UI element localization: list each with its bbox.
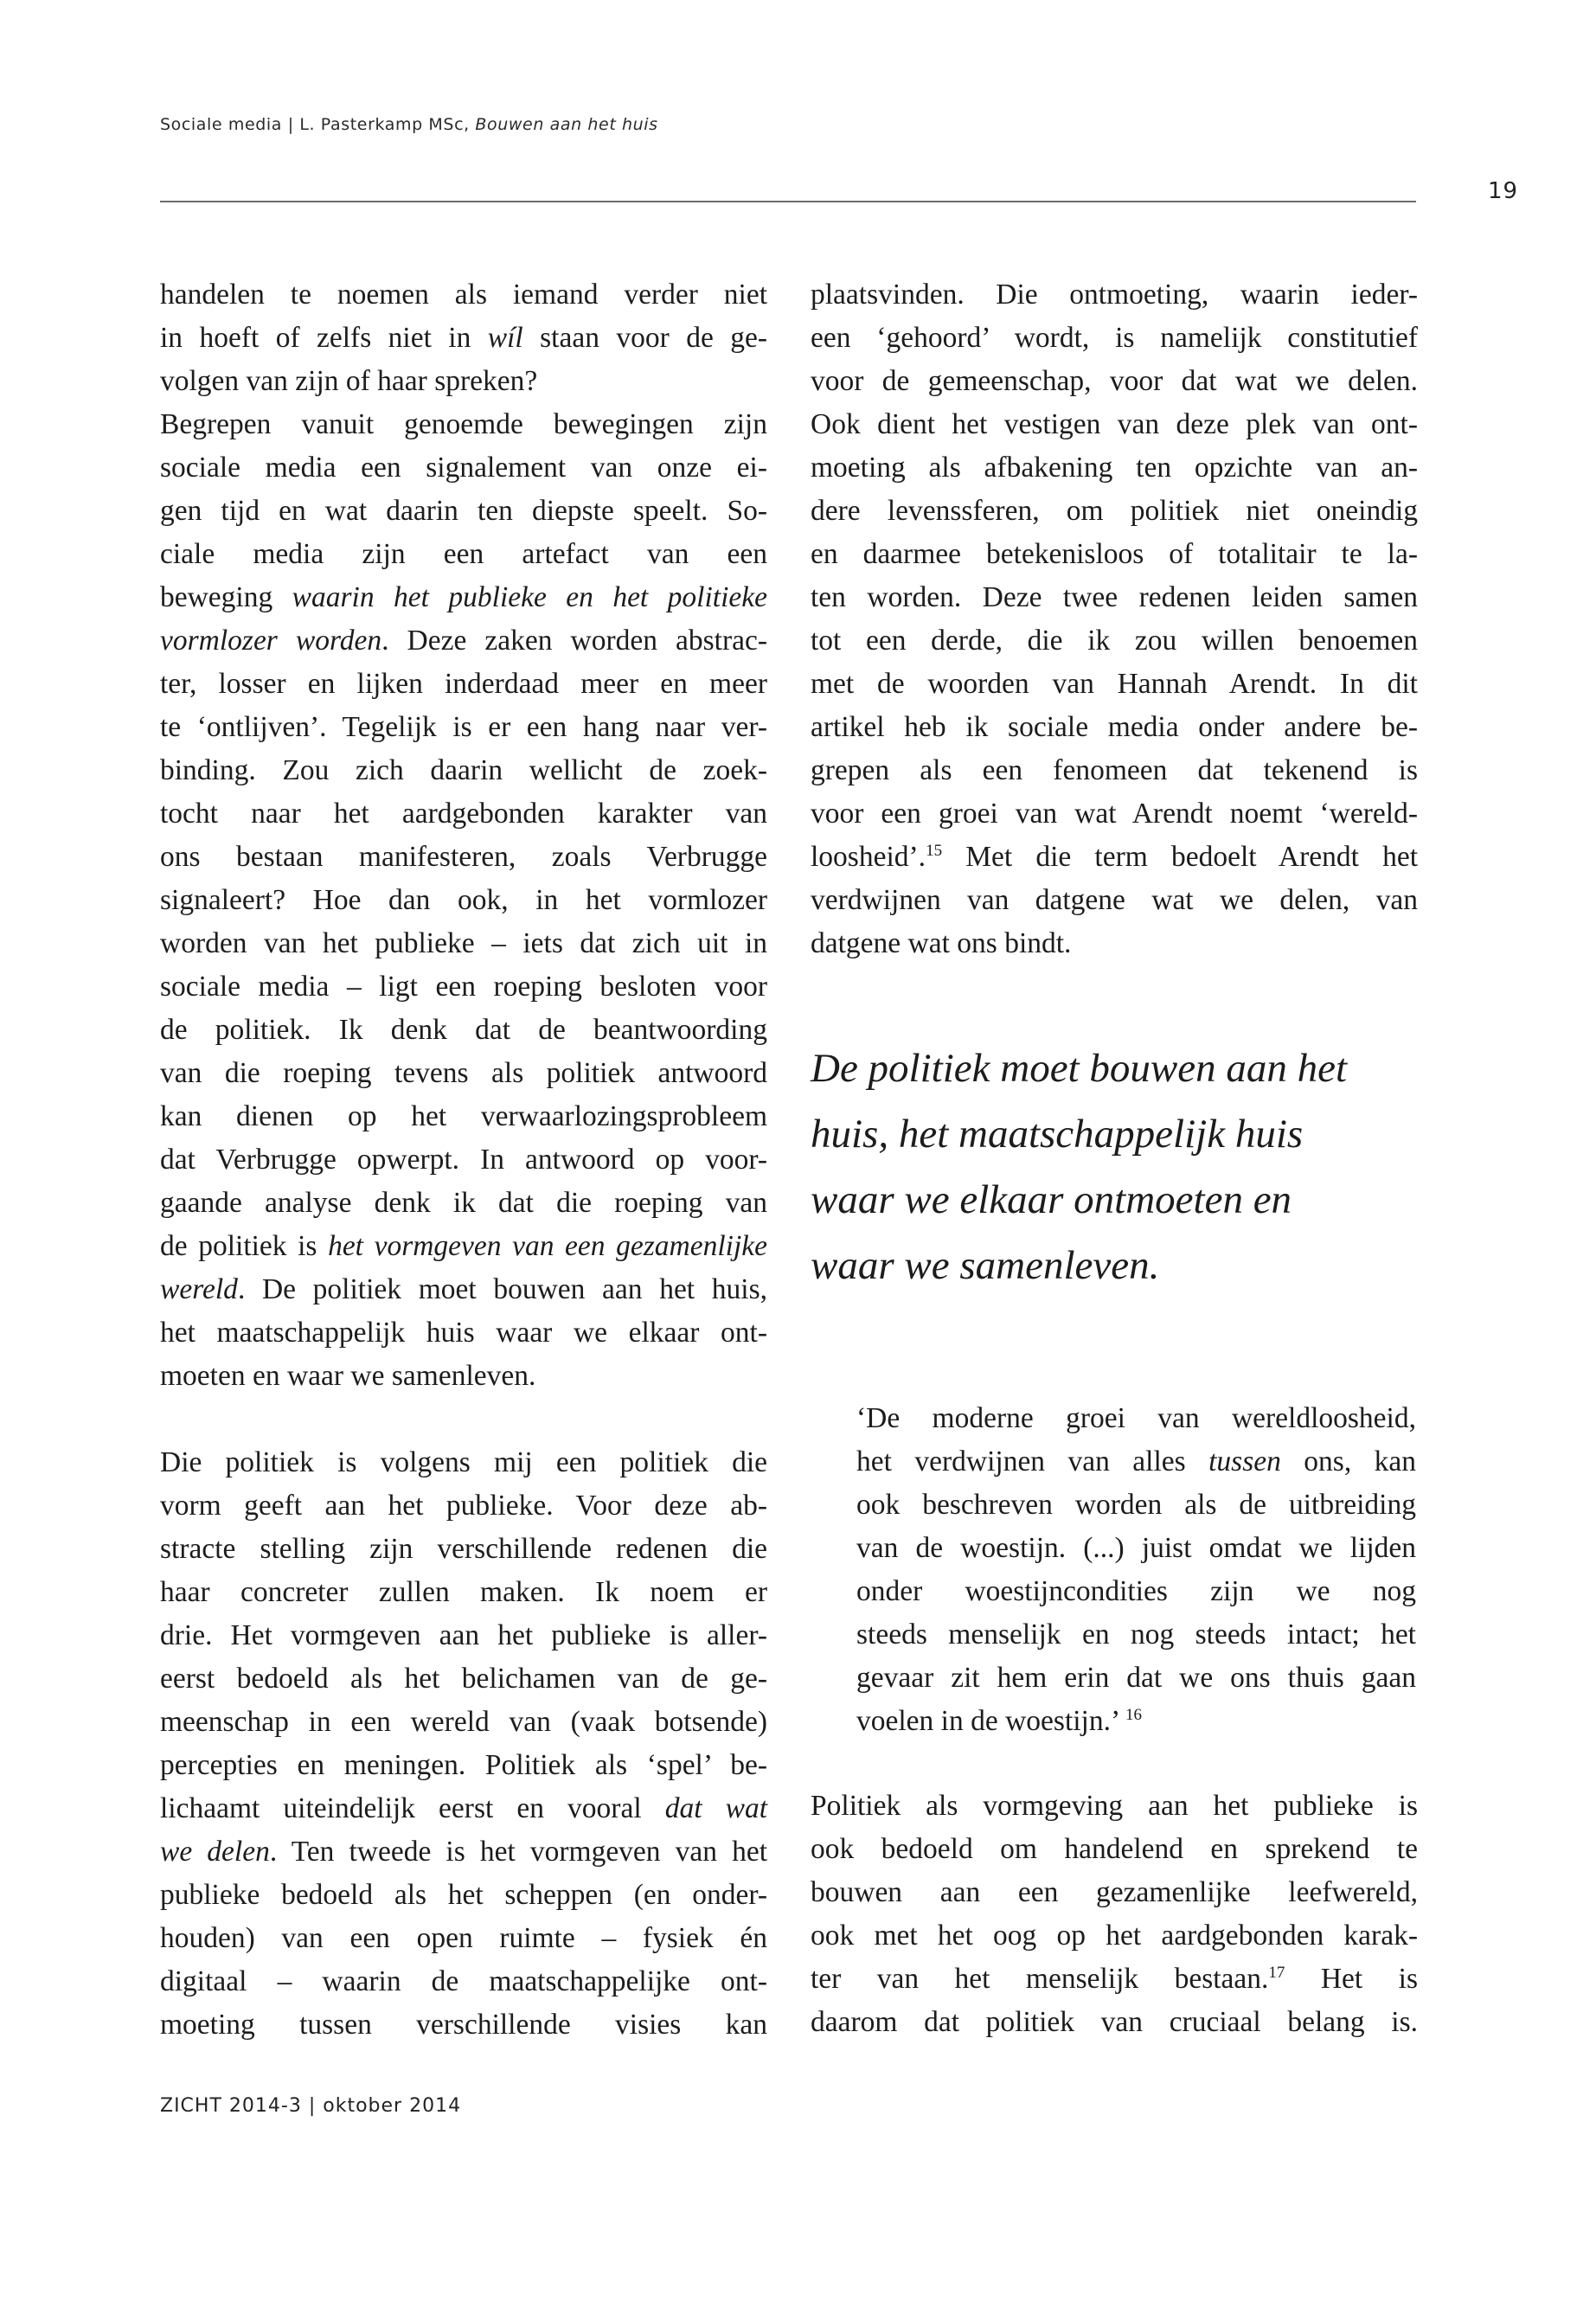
text-line: beweging waarin het publieke en het politieke bbox=[160, 581, 767, 613]
text-line: vormlozer worden. Deze zaken worden abstrac- bbox=[160, 625, 768, 657]
block-quote-text bbox=[856, 1397, 1416, 1743]
page-footer bbox=[160, 2095, 461, 2117]
text-line: we delen. Ten tweede is het vormgeven van het bbox=[160, 1836, 767, 1868]
text-line: dere levenssferen, om politiek niet oneindig bbox=[811, 495, 1418, 527]
text-line: gaande analyse denk ik dat die roeping van bbox=[160, 1187, 767, 1219]
text-line: ook beschreven worden als de uitbreiding bbox=[856, 1489, 1416, 1521]
text-line: daarom dat politiek van cruciaal belang is. bbox=[811, 2006, 1418, 2038]
text-line: onder woestijncondities zijn we nog bbox=[856, 1575, 1416, 1607]
paragraph bbox=[160, 273, 767, 1398]
pull-quote bbox=[811, 1035, 1433, 1298]
header-rule bbox=[160, 201, 1416, 202]
running-header bbox=[160, 115, 658, 134]
text-line: houden) van een open ruimte – fysiek én bbox=[160, 1922, 767, 1954]
left-column bbox=[160, 273, 767, 2047]
text-line: in hoeft of zelfs niet in wíl staan voor de ge- bbox=[160, 322, 767, 354]
text-line: dat Verbrugge opwerpt. In antwoord op voor- bbox=[160, 1144, 767, 1176]
text-line: volgen van zijn of haar spreken? bbox=[160, 365, 538, 397]
footnote-reference[interactable]: 16 bbox=[1125, 1705, 1143, 1724]
text-line: datgene wat ons bindt. bbox=[811, 927, 1072, 959]
text-line: ter, losser en lijken inderdaad meer en meer bbox=[160, 668, 767, 700]
paragraph bbox=[160, 1441, 767, 2047]
text-line: ten worden. Deze twee redenen leiden samen bbox=[811, 581, 1418, 613]
pull-quote-line: waar we elkaar ontmoeten en bbox=[811, 1177, 1292, 1222]
block-quote bbox=[856, 1397, 1416, 1743]
header-article-title: Bouwen aan het huis bbox=[475, 115, 658, 134]
emphasis: wíl bbox=[487, 322, 523, 354]
text-line: gevaar zit hem erin dat we ons thuis gaan bbox=[856, 1662, 1416, 1694]
text-line: Begrepen vanuit genoemde bewegingen zijn bbox=[160, 408, 767, 440]
page-number: 19 bbox=[1488, 178, 1519, 204]
text-line: sociale media een signalement van onze ei- bbox=[160, 452, 767, 484]
right-column bbox=[811, 273, 1418, 965]
paragraph bbox=[811, 1785, 1418, 2044]
text-line: drie. Het vormgeven aan het publieke is aller- bbox=[160, 1619, 767, 1651]
emphasis: waarin het publieke en het politieke bbox=[292, 581, 767, 613]
text-line: van die roeping tevens als politiek antwoord bbox=[160, 1057, 767, 1089]
text-line: het maatschappelijk huis waar we elkaar ont- bbox=[160, 1317, 767, 1349]
text-line: de politiek is het vormgeven van een gezamenlijke bbox=[160, 1230, 767, 1262]
text-line: publieke bedoeld als het scheppen (en onder- bbox=[160, 1879, 767, 1911]
header-section: Sociale media bbox=[160, 115, 283, 134]
text-line: moeting tussen verschillende visies kan bbox=[160, 2009, 767, 2041]
text-line: voor de gemeenschap, voor dat wat we delen. bbox=[811, 365, 1418, 397]
text-line: haar concreter zullen maken. Ik noem er bbox=[160, 1576, 767, 1608]
footer-date: oktober 2014 bbox=[323, 2095, 462, 2117]
text-line: lichaamt uiteindelijk eerst en vooral dat wat bbox=[160, 1792, 767, 1824]
header-author: L. Pasterkamp MSc, bbox=[299, 115, 470, 134]
text-line: Die politiek is volgens mij een politiek die bbox=[160, 1446, 767, 1478]
text-line: Ook dient het vestigen van deze plek van ont- bbox=[811, 408, 1418, 440]
text-line: moeten en waar we samenleven. bbox=[160, 1360, 536, 1392]
text-line: een ‘gehoord’ wordt, is namelijk constitutief bbox=[811, 322, 1418, 354]
text-line: ‘De moderne groei van wereldloosheid, bbox=[856, 1402, 1416, 1434]
pull-quote-line: De politiek moet bouwen aan het bbox=[811, 1046, 1347, 1091]
text-line: kan dienen op het verwaarlozingsprobleem bbox=[160, 1100, 767, 1132]
text-line: grepen als een fenomeen dat tekenend is bbox=[811, 754, 1418, 786]
text-line: Politiek als vormgeving aan het publieke is bbox=[811, 1790, 1418, 1822]
text-line: voor een groei van wat Arendt noemt ‘wereld- bbox=[811, 798, 1418, 830]
text-line: ook met het oog op het aardgebonden karak- bbox=[811, 1920, 1418, 1952]
text-line: sociale media – ligt een roeping besloten voor bbox=[160, 971, 767, 1003]
text-line: worden van het publieke – iets dat zich uit in bbox=[160, 927, 767, 959]
text-line: de politiek. Ik denk dat de beantwoording bbox=[160, 1014, 767, 1046]
text-line: signaleert? Hoe dan ook, in het vormlozer bbox=[160, 884, 767, 916]
text-line: voelen in de woestijn.’ $^{16}$ bbox=[856, 1705, 1143, 1737]
text-line: digitaal – waarin de maatschappelijke ont- bbox=[160, 1965, 767, 1997]
emphasis: tussen bbox=[1208, 1445, 1281, 1477]
text-line: ons bestaan manifesteren, zoals Verbrugge bbox=[160, 841, 767, 873]
text-line: eerst bedoeld als het belichamen van de ge- bbox=[160, 1663, 767, 1695]
text-line: tot een derde, die ik zou willen benoemen bbox=[811, 625, 1418, 657]
footnote-reference[interactable]: 15 bbox=[926, 841, 943, 860]
text-line: artikel heb ik sociale media onder andere be- bbox=[811, 711, 1418, 743]
text-line: moeting als afbakening ten opzichte van an- bbox=[811, 452, 1418, 484]
text-line: wereld. De politiek moet bouwen aan het huis, bbox=[160, 1273, 767, 1305]
text-line: gen tijd en wat daarin ten diepste speelt. So- bbox=[160, 495, 767, 527]
text-line: ciale media zijn een artefact van een bbox=[160, 538, 767, 570]
text-line: van de woestijn. (...) juist omdat we lijden bbox=[856, 1532, 1416, 1564]
footer-separator: | bbox=[308, 2095, 317, 2117]
text-line: met de woorden van Hannah Arendt. In dit bbox=[811, 668, 1418, 700]
text-line: vorm geeft aan het publieke. Voor deze ab- bbox=[160, 1490, 767, 1522]
pull-quote-line: huis, het maatschappelijk huis bbox=[811, 1112, 1304, 1157]
pull-quote-line: waar we samenleven. bbox=[811, 1243, 1160, 1288]
text-line: stracte stelling zijn verschillende redenen die bbox=[160, 1533, 767, 1565]
header-separator: | bbox=[287, 115, 294, 134]
text-line: handelen te noemen als iemand verder niet bbox=[160, 279, 767, 311]
text-line: binding. Zou zich daarin wellicht de zoek- bbox=[160, 754, 767, 786]
emphasis: vormlozer worden bbox=[160, 625, 382, 657]
text-line: ook bedoeld om handelend en sprekend te bbox=[811, 1833, 1418, 1865]
emphasis: het vormgeven van een gezamenlijke bbox=[328, 1230, 767, 1262]
text-line: steeds menselijk en nog steeds intact; het bbox=[856, 1618, 1416, 1650]
text-line: meenschap in een wereld van (vaak botsende) bbox=[160, 1706, 767, 1738]
footnote-reference[interactable]: 17 bbox=[1268, 1963, 1285, 1982]
text-line: ter van het menselijk bestaan.$^{17}$ Het is bbox=[811, 1963, 1418, 1995]
text-line: tocht naar het aardgebonden karakter van bbox=[160, 798, 767, 830]
emphasis: dat wat bbox=[664, 1792, 767, 1824]
text-line: verdwijnen van datgene wat we delen, van bbox=[811, 884, 1418, 916]
emphasis: we delen bbox=[160, 1836, 270, 1868]
text-line: en daarmee betekenisloos of totalitair te la- bbox=[811, 538, 1418, 570]
footer-journal: ZICHT 2014-3 bbox=[160, 2095, 302, 2117]
text-line: percepties en meningen. Politiek als ‘spel’ be- bbox=[160, 1749, 767, 1781]
text-line: te ‘ontlijven’. Tegelijk is er een hang naar ver- bbox=[160, 711, 767, 743]
emphasis: wereld bbox=[160, 1273, 238, 1305]
text-line: plaatsvinden. Die ontmoeting, waarin ieder- bbox=[811, 279, 1418, 311]
text-line: het verdwijnen van alles tussen ons, kan bbox=[856, 1445, 1416, 1477]
text-line: loosheid’.$^{15}$ Met die term bedoelt Arendt het bbox=[811, 841, 1418, 873]
text-line: bouwen aan een gezamenlijke leefwereld, bbox=[811, 1876, 1418, 1908]
right-column-continued bbox=[811, 1785, 1418, 2044]
paragraph bbox=[811, 273, 1418, 965]
paragraph-gap bbox=[160, 1398, 767, 1441]
